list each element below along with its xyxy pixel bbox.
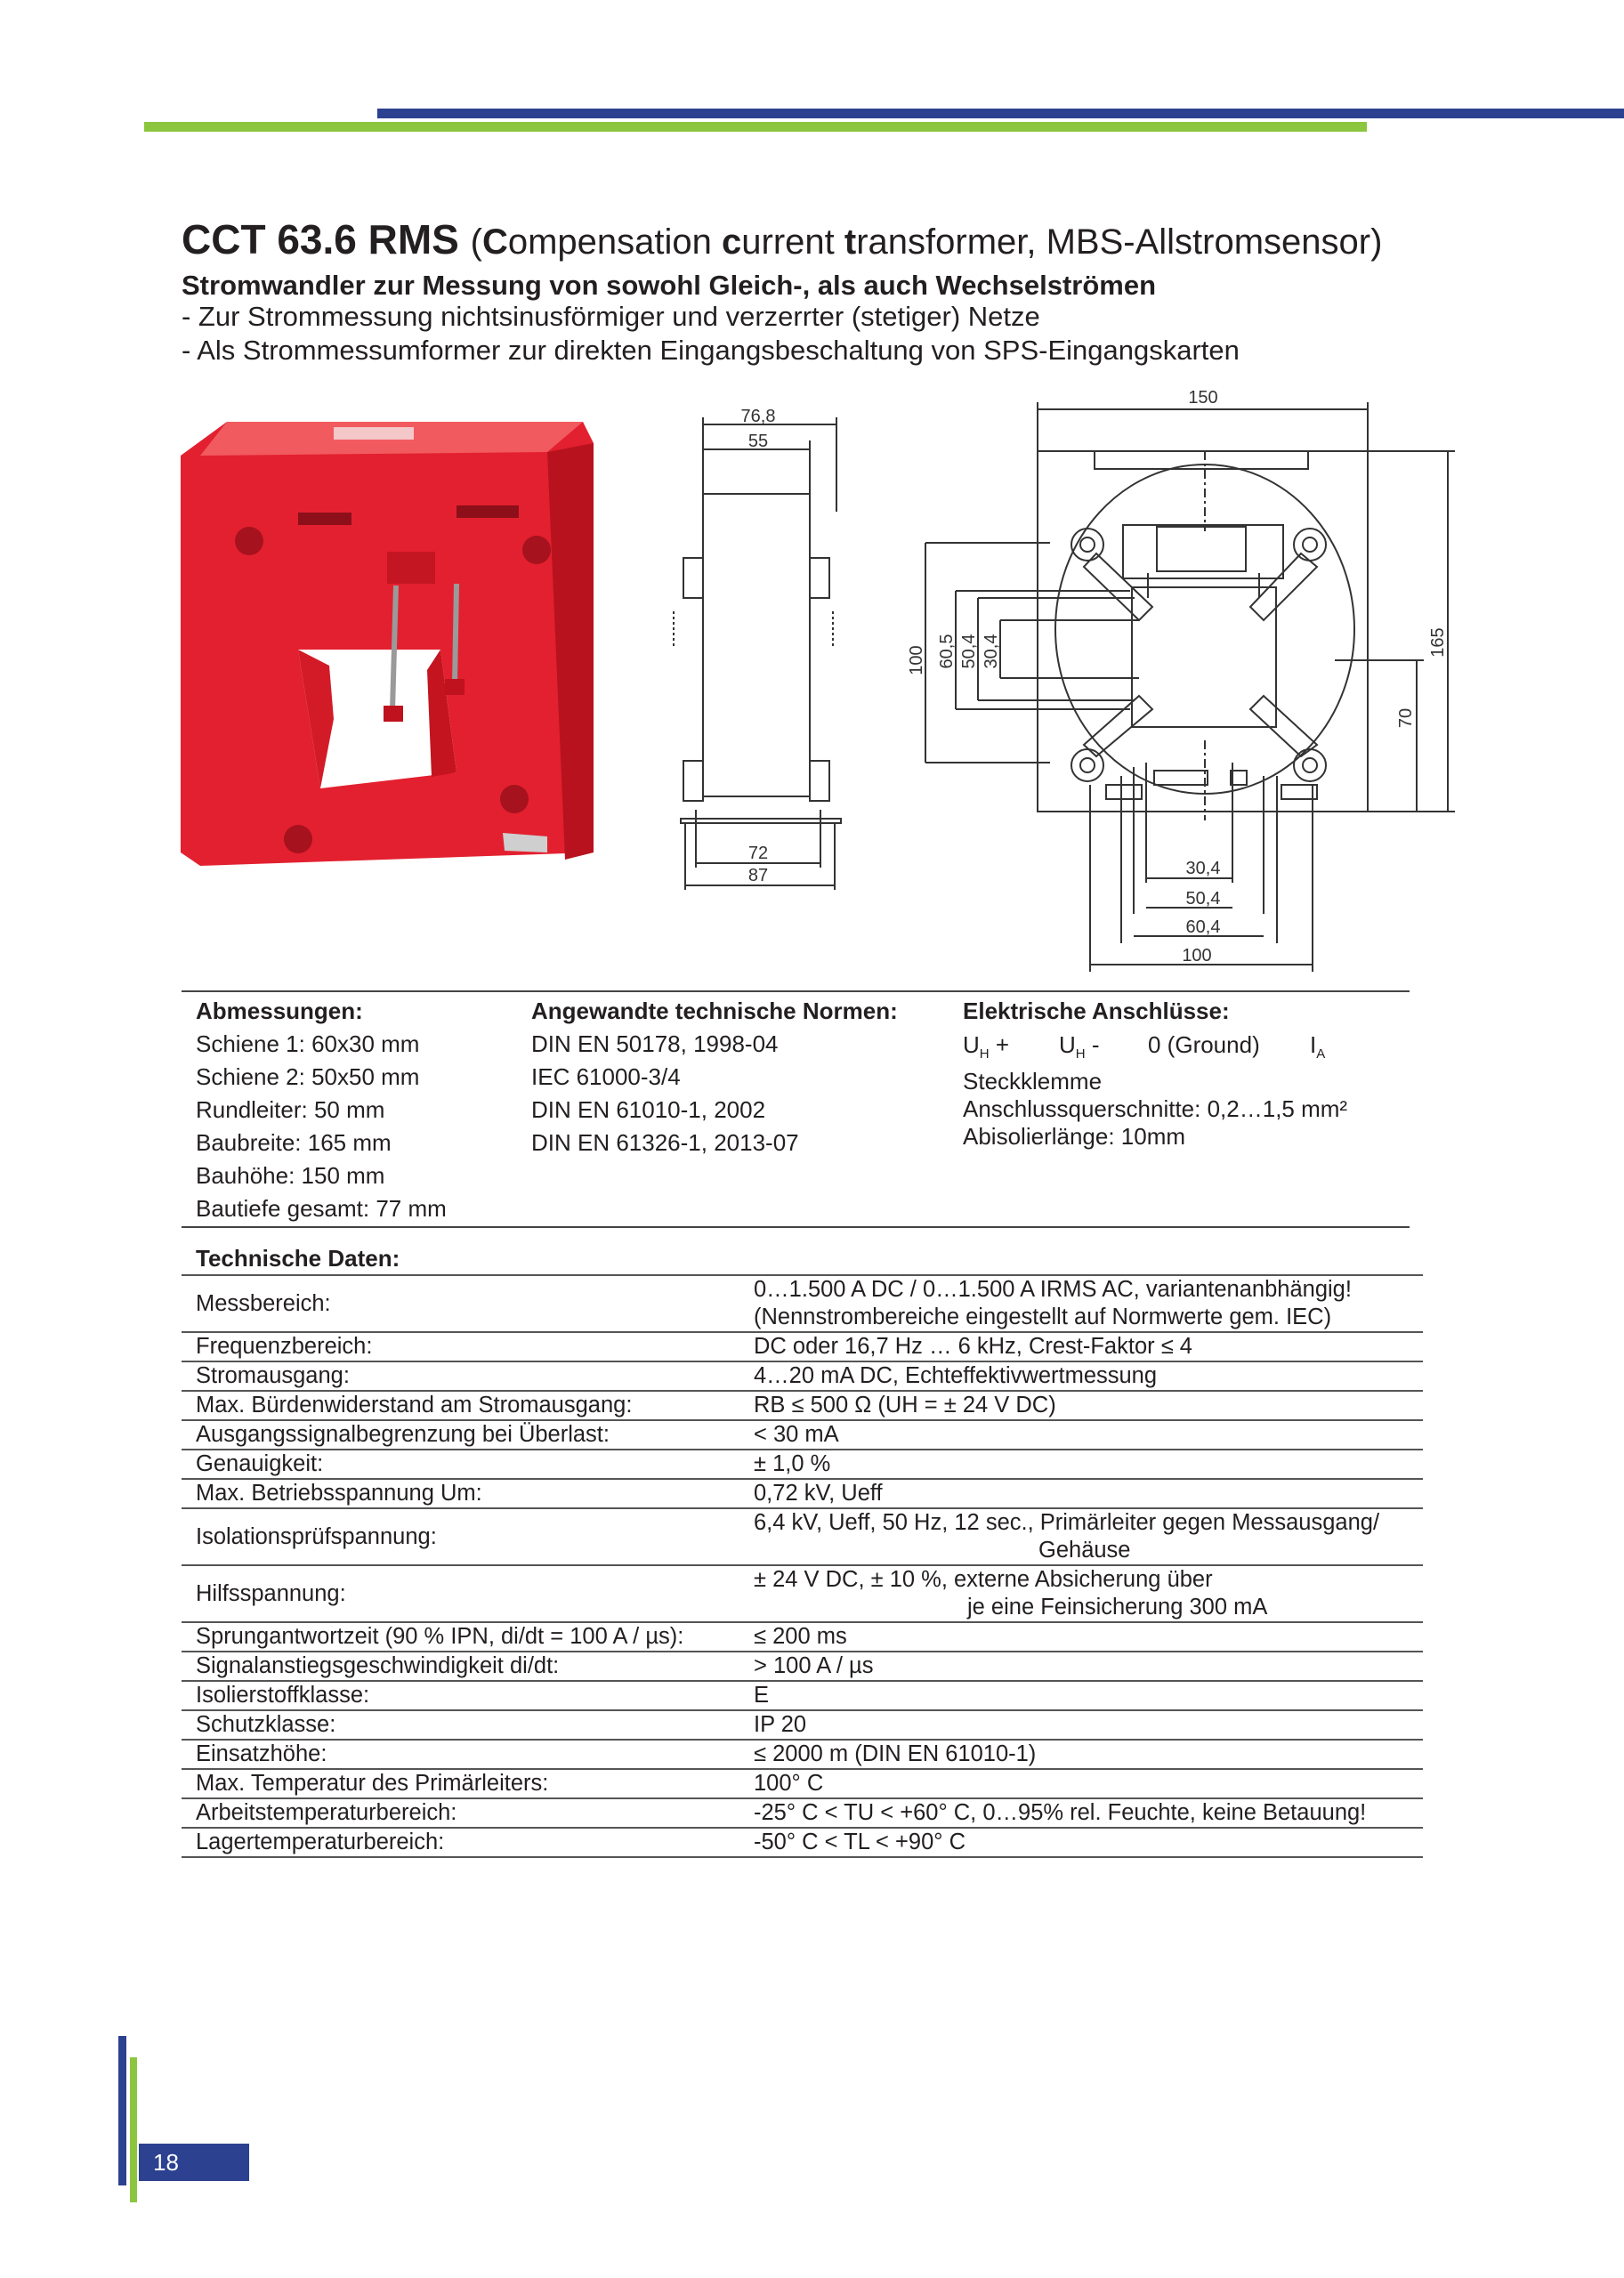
bullet-2: - Als Strommessumformer zur direkten Eingangsbeschaltung von SPS-Eingangskarten	[182, 335, 1240, 366]
abm-item: Bauhöhe: 150 mm	[196, 1162, 385, 1189]
spec-label: Isolierstoffklasse:	[182, 1681, 741, 1710]
table-row	[182, 1740, 1423, 1769]
product-code: CCT 63.6 RMS	[182, 216, 459, 263]
table-row	[182, 1508, 1423, 1565]
norm-item: DIN EN 50178, 1998-04	[531, 1030, 779, 1057]
spec-label: Schutzklasse:	[182, 1710, 741, 1740]
spec-value: 6,4 kV, Ueff, 50 Hz, 12 sec., Primärleiter gegen Messausgang/	[754, 1510, 1380, 1535]
abm-item: Schiene 1: 60x30 mm	[196, 1030, 420, 1057]
spec-label: Hilfsspannung:	[182, 1565, 741, 1622]
anschl-item: Steckklemme	[963, 1068, 1103, 1095]
norm-item: IEC 61000-3/4	[531, 1063, 681, 1090]
dim-front-v100: 100	[907, 645, 926, 675]
info-rule-bottom	[182, 1226, 1410, 1228]
spec-value: 0…1.500 A DC / 0…1.500 A IRMS AC, variantenanbhängig!	[754, 1277, 1352, 1302]
abm-item: Bautiefe gesamt: 77 mm	[196, 1195, 447, 1222]
dim-side-1: 76,8	[740, 407, 776, 426]
side-view-drawing	[658, 405, 868, 899]
normen-column	[531, 995, 898, 1159]
technische-daten-heading: Technische Daten:	[196, 1245, 400, 1272]
dim-front-v50: 50,4	[959, 634, 979, 669]
table-row	[182, 1361, 1423, 1391]
spec-label: Max. Betriebsspannung Um:	[182, 1479, 741, 1508]
table-row	[182, 1420, 1423, 1450]
spec-label: Signalanstiegsgeschwindigkeit di/dt:	[182, 1652, 741, 1681]
anschluesse-column	[963, 995, 1347, 1151]
spec-value: ± 1,0 %	[741, 1450, 1423, 1479]
spec-label: Genauigkeit:	[182, 1450, 741, 1479]
spec-label: Lagertemperaturbereich:	[182, 1828, 741, 1857]
spec-value: IP 20	[741, 1710, 1423, 1740]
table-row	[182, 1332, 1423, 1361]
table-row	[182, 1798, 1423, 1828]
spec-value: 4…20 mA DC, Echteffektivwertmessung	[741, 1361, 1423, 1391]
front-view-drawing	[890, 384, 1477, 976]
abmessungen-column	[196, 995, 447, 1225]
bullet-1: - Zur Strommessung nichtsinusförmiger und verzerrter (stetiger) Netze	[182, 301, 1040, 332]
dim-side-3: 72	[747, 844, 769, 863]
dim-front-top: 150	[1188, 388, 1218, 408]
dim-front-right: 165	[1428, 627, 1448, 658]
table-row	[182, 1681, 1423, 1710]
spec-label: Ausgangssignalbegrenzung bei Überlast:	[182, 1420, 741, 1450]
spec-value: 0,72 kV, Ueff	[741, 1479, 1423, 1508]
spec-value: DC oder 16,7 Hz … 6 kHz, Crest-Faktor ≤ 4	[741, 1332, 1423, 1361]
spec-label: Stromausgang:	[182, 1361, 741, 1391]
abmessungen-heading: Abmessungen:	[196, 998, 363, 1024]
dim-front-b60: 60,4	[1185, 917, 1221, 937]
header-bar-blue	[377, 109, 1624, 118]
anschluesse-heading: Elektrische Anschlüsse:	[963, 998, 1230, 1024]
spec-value: < 30 mA	[741, 1420, 1423, 1450]
abm-item: Rundleiter: 50 mm	[196, 1096, 385, 1123]
spec-value: > 100 A / µs	[741, 1652, 1423, 1681]
subtitle: Stromwandler zur Messung von sowohl Gleich-, als auch Wechselströmen	[182, 270, 1157, 301]
table-row	[182, 1769, 1423, 1798]
normen-heading: Angewandte technische Normen:	[531, 998, 898, 1024]
product-photo	[174, 416, 601, 879]
spec-label: Arbeitstemperaturbereich:	[182, 1798, 741, 1828]
spec-value: -50° C < TL < +90° C	[741, 1828, 1423, 1857]
anschl-item: Anschlussquerschnitte: 0,2…1,5 mm²	[963, 1095, 1348, 1123]
table-row	[182, 1565, 1423, 1622]
spec-value: RB ≤ 500 Ω (UH = ± 24 V DC)	[741, 1391, 1423, 1420]
spec-label: Messbereich:	[182, 1275, 741, 1332]
spec-label: Frequenzbereich:	[182, 1332, 741, 1361]
spec-label: Max. Bürdenwiderstand am Stromausgang:	[182, 1391, 741, 1420]
dim-side-2: 55	[747, 432, 769, 451]
spec-value: E	[741, 1681, 1423, 1710]
technical-data-table	[182, 1274, 1423, 1858]
spec-value: ≤ 200 ms	[741, 1622, 1423, 1652]
terminal-labels: $U_H + U_H - 0$ (Ground) $I_A$	[963, 1031, 1326, 1062]
spec-label: Sprungantwortzeit (90 % IPN, di/dt = 100 A / µs):	[182, 1622, 741, 1652]
abm-item: Baubreite: 165 mm	[196, 1129, 392, 1156]
dim-front-v60: 60,5	[937, 634, 957, 669]
spec-value-2: (Nennstrombereiche eingestellt auf Normwerte gem. IEC)	[754, 1305, 1332, 1329]
dim-front-b30: 30,4	[1185, 859, 1221, 878]
table-row	[182, 1391, 1423, 1420]
spec-label: Isolationsprüfspannung:	[182, 1508, 741, 1565]
abm-item: Schiene 2: 50x50 mm	[196, 1063, 420, 1090]
table-row	[182, 1652, 1423, 1681]
page-title	[182, 215, 1382, 263]
spec-value-2: Gehäuse	[1038, 1538, 1131, 1563]
norm-item: DIN EN 61010-1, 2002	[531, 1096, 766, 1123]
dim-front-v30: 30,4	[982, 634, 1001, 669]
table-row	[182, 1479, 1423, 1508]
dim-front-b50: 50,4	[1185, 889, 1221, 909]
anschl-item: Abisolierlänge: 10mm	[963, 1123, 1186, 1151]
spec-value-2: je eine Feinsicherung 300 mA	[967, 1595, 1268, 1620]
table-row	[182, 1828, 1423, 1857]
spec-value: -25° C < TU < +60° C, 0…95% rel. Feuchte, keine Betauung!	[741, 1798, 1423, 1828]
spec-value: ≤ 2000 m (DIN EN 61010-1)	[741, 1740, 1423, 1769]
table-row	[182, 1275, 1423, 1332]
table-row	[182, 1450, 1423, 1479]
spec-value: ± 24 V DC, ± 10 %, externe Absicherung über	[754, 1567, 1213, 1592]
spec-label: Max. Temperatur des Primärleiters:	[182, 1769, 741, 1798]
dim-side-4: 87	[747, 866, 769, 885]
info-rule-top	[182, 990, 1410, 992]
spec-value: 100° C	[741, 1769, 1423, 1798]
dim-front-b100: 100	[1182, 946, 1212, 965]
footer-bar-blue	[118, 2036, 126, 2185]
footer-bar-green	[130, 2057, 137, 2202]
table-row	[182, 1710, 1423, 1740]
header-bar-green	[144, 122, 1367, 132]
title-paren: (Compensation current transformer, MBS-Allstromsensor)	[470, 222, 1383, 262]
dim-front-right-inner: 70	[1396, 707, 1416, 729]
table-row	[182, 1622, 1423, 1652]
page-number: 18	[139, 2144, 249, 2181]
spec-label: Einsatzhöhe:	[182, 1740, 741, 1769]
norm-item: DIN EN 61326-1, 2013-07	[531, 1129, 799, 1156]
